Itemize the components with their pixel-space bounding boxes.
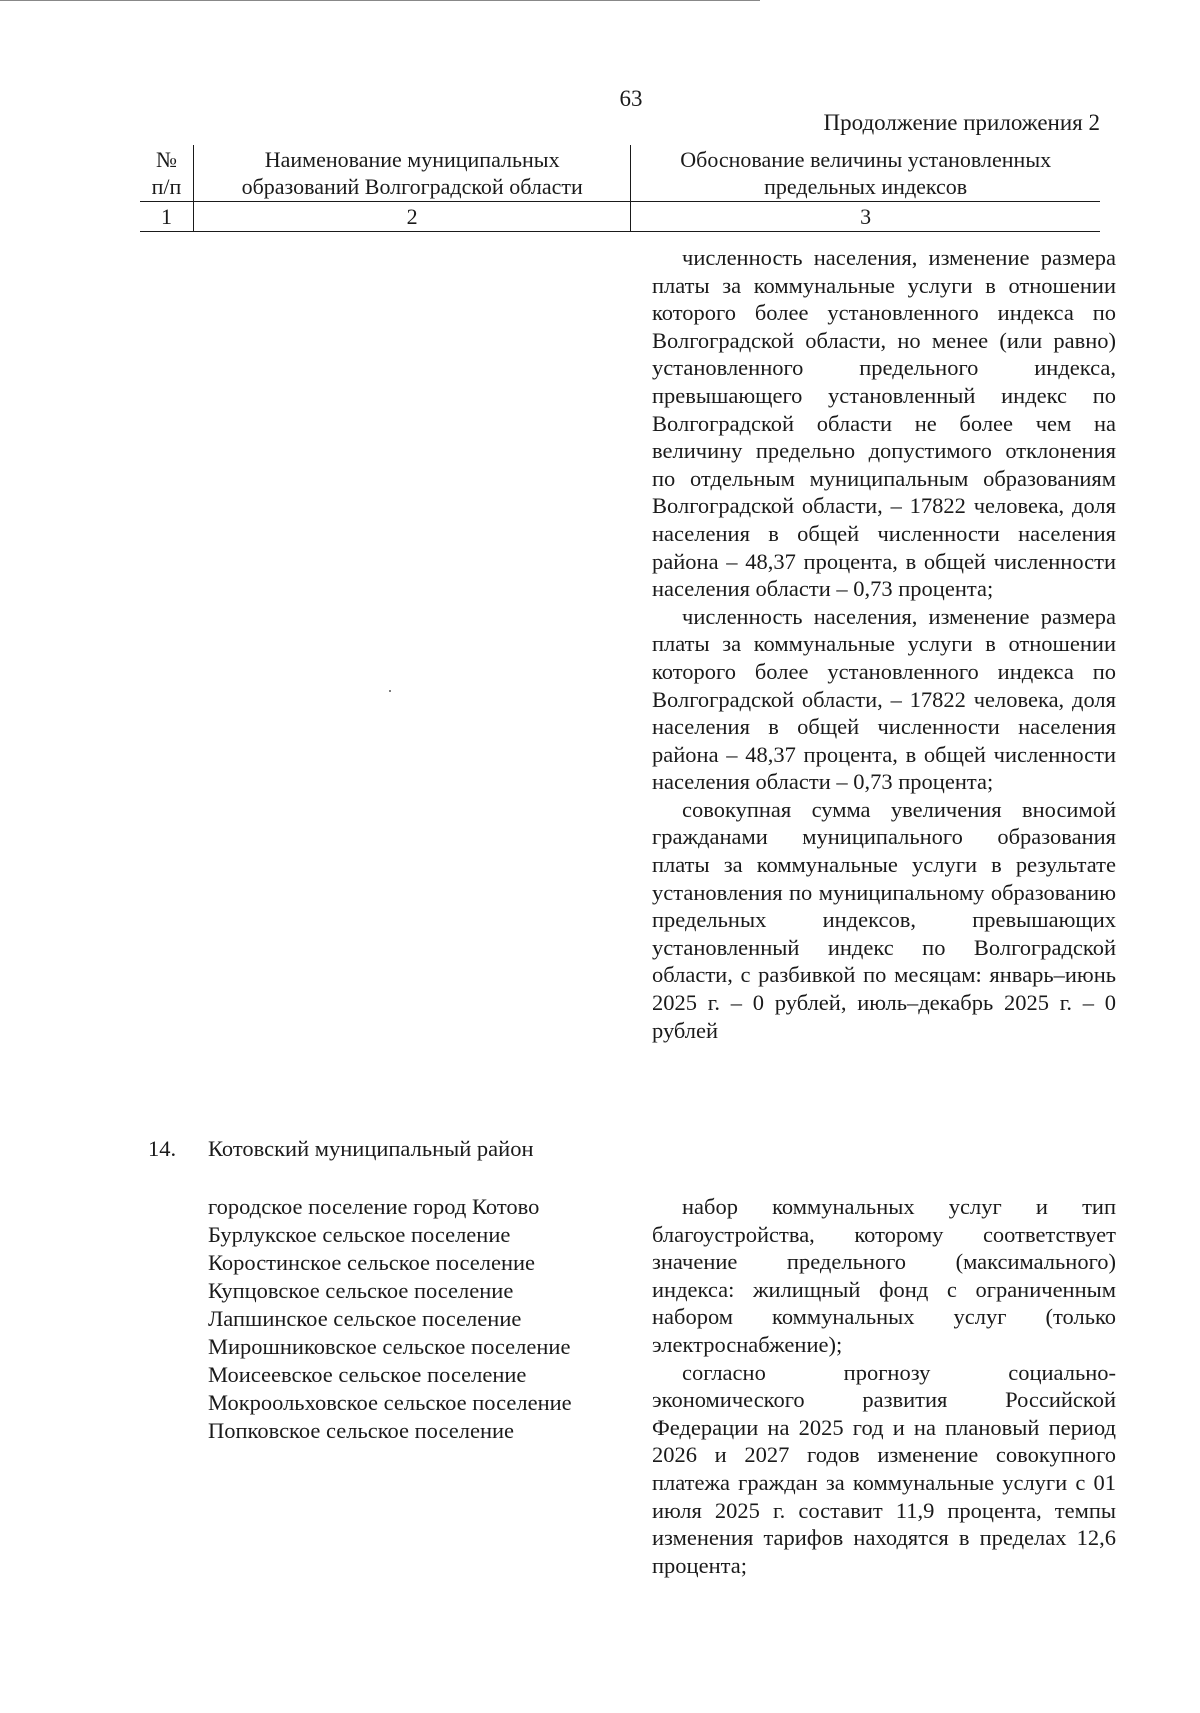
list-item: Попковское сельское поселение [208,1418,515,1443]
header-number-line1: № [155,147,177,172]
list-item: Мокроольховское сельское поселение [208,1390,572,1415]
list-item: Мирошниковское сельское поселение [208,1334,571,1359]
entry-number: 14. [148,1136,177,1161]
column-index-3: 3 [631,202,1100,232]
column-index-1: 1 [140,202,193,232]
justification-paragraph: набор коммунальных услуг и тип благоустройства, которому соответствует значение предельного (максимального) индекса: жилищный фонд с ограниченным набором коммунальных услуг (только электроснабжение); [652,1194,1116,1357]
table-header-row [140,145,1100,202]
table-column-index-row [140,202,1100,232]
justification-paragraph: численность населения, изменение размера платы за коммунальные услуги в отношении которого более установленного индекса по Волгоградской области, – 17822 человека, доля населения в общей численности населения района – 48,37 процента, в общей численности населения области – 0,73 процента; [652,603,1116,795]
list-item: Моисеевское сельское поселение [208,1362,527,1387]
header-number-line2: п/п [151,174,182,199]
column-index-2: 2 [193,202,630,232]
justification-paragraph: согласно прогнозу социально-экономического развития Российской Федерации на 2025 год и на плановый период 2026 и 2027 годов изменение совокупного платежа граждан за коммунальные услуги с 01 июля 2025 г. составит 11,9 процента, темпы изменения тарифов находятся в пределах 12,6 процента; [652,1359,1116,1578]
header-cell-justification [631,145,1100,202]
list-item: Лапшинское сельское поселение [208,1306,522,1331]
list-item: городское поселение город Котово [208,1194,540,1219]
scan-edge-line [0,0,760,1]
header-municipality-line1: Наименование муниципальных [264,147,560,172]
header-municipality-line2: образований Волгоградской области [241,174,583,199]
justification-paragraph: численность населения, изменение размера платы за коммунальные услуги в отношении которого более установленного индекса по Волгоградской области, но менее (или равно) установленного предельного индекса, превышающего установленный индекс по Волгоградской области не более чем на величину предельно допустимого отклонения по отдельным муниципальным образованиям Волгоградской области, – 17822 человека, доля населения в общей численности населения района – 48,37 процента, в общей численности населения области – 0,73 процента; [652,245,1116,602]
header-cell-municipality [193,145,630,202]
page-number: 63 [619,86,643,111]
list-item: Коростинское сельское поселение [208,1250,536,1275]
justification-paragraph: совокупная сумма увеличения вносимой гражданами муниципального образования платы за коммунальные услуги в результате установления по муниципальному образованию предельных индексов, превышающих установленный индекс по Волгоградской области, с разбивкой по месяцам: январь–июнь 2025 г. – 0 рублей, июль–декабрь 2025 г. – 0 рублей [652,796,1116,1043]
table-header [140,145,1100,232]
entry-justification [652,1193,1116,1579]
header-cell-number [140,145,193,202]
appendix-continuation-label: Продолжение приложения 2 [823,110,1100,135]
continued-justification [652,244,1116,1044]
list-item: Купцовское сельское поселение [208,1278,514,1303]
header-justification-line1: Обоснование величины установленных [680,147,1052,172]
scan-speck [389,690,391,692]
settlement-list [208,1193,572,1445]
header-justification-line2: предельных индексов [764,174,968,199]
district-name: Котовский муниципальный район [208,1136,534,1161]
list-item: Бурлукское сельское поселение [208,1222,511,1247]
